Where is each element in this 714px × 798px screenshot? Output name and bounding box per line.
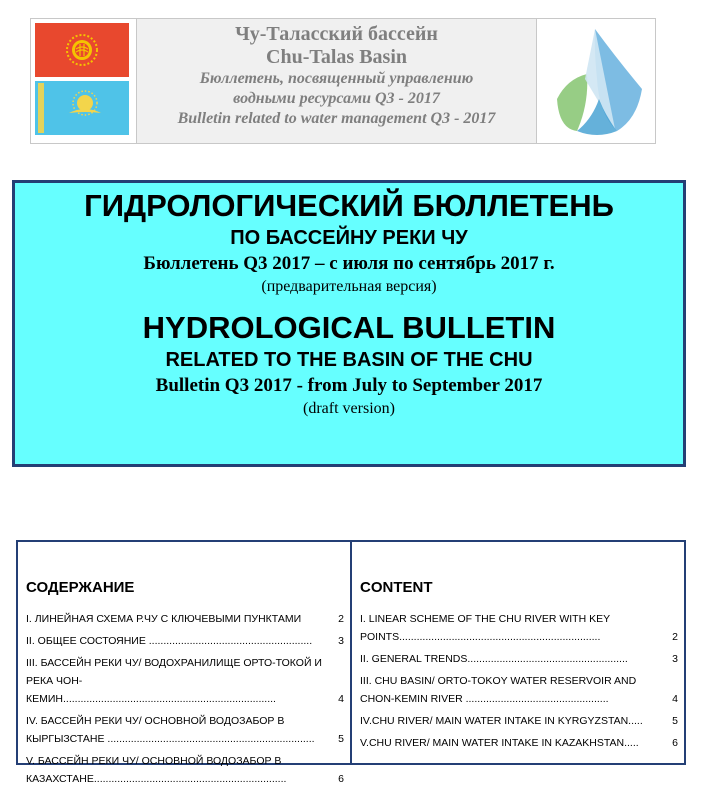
toc-item[interactable]: [360, 610, 678, 646]
header-subtitle-ru-1: Бюллетень, посвященный управлению: [199, 70, 474, 87]
toc-item-text: II. ОБЩЕЕ СОСТОЯНИЕ ........................................................: [26, 635, 313, 647]
toc-heading-en: CONTENT: [360, 579, 433, 596]
toc-item-text: V.CHU RIVER/ MAIN WATER INTAKE IN KAZAKHSTAN.....: [360, 737, 639, 749]
toc-item-page: 2: [672, 631, 678, 643]
banner-title-en: HYDROLOGICAL BULLETIN: [142, 310, 556, 345]
toc-item-text: II. GENERAL TRENDS.......................................................: [360, 653, 628, 665]
header-subtitle-ru-2: водными ресурсами Q3 - 2017: [233, 90, 440, 107]
toc-item-text: I. ЛИНЕЙНАЯ СХЕМА Р.ЧУ С КЛЮЧЕВЫМИ ПУНКТАМИ: [26, 613, 302, 625]
toc-item-page: 6: [672, 737, 678, 749]
banner-period-en: Bulletin Q3 2017 - from July to September 2017: [155, 375, 543, 396]
toc-item[interactable]: [26, 712, 344, 748]
toc-item[interactable]: [360, 734, 678, 752]
table-of-contents: [16, 540, 686, 785]
toc-item[interactable]: [26, 654, 344, 708]
toc-item[interactable]: [360, 672, 678, 708]
toc-item-text: III. БАССЕЙН РЕКИ ЧУ/ ВОДОХРАНИЛИЩЕ ОРТО-ТОКОЙ И РЕКА ЧОН-КЕМИН.........................................................................: [26, 657, 322, 705]
toc-item-page: 3: [338, 635, 344, 647]
toc-item-page: 4: [338, 693, 344, 705]
banner-draft-ru: (предварительная версия): [261, 278, 437, 295]
header-title-en: Chu-Talas Basin: [266, 46, 407, 68]
toc-item-page: 2: [338, 613, 344, 625]
header-title-cell: [137, 19, 537, 143]
banner-draft-en: (draft version): [303, 400, 395, 417]
toc-item-page: 4: [672, 693, 678, 705]
toc-item[interactable]: [360, 650, 678, 668]
banner-title-ru: ГИДРОЛОГИЧЕСКИЙ БЮЛЛЕТЕНЬ: [84, 188, 614, 223]
banner-subtitle-ru: ПО БАССЕЙНУ РЕКИ ЧУ: [230, 227, 468, 249]
banner-subtitle-en: RELATED TO THE BASIN OF THE CHU: [165, 349, 533, 371]
title-banner: [12, 180, 686, 467]
kazakhstan-flag: [35, 81, 129, 135]
toc-item-page: 3: [672, 653, 678, 665]
toc-item-text: I. LINEAR SCHEME OF THE CHU RIVER WITH KEY POINTS.....................................................................: [360, 613, 610, 643]
toc-russian: [18, 542, 352, 785]
toc-item[interactable]: [26, 610, 344, 628]
toc-item-page: 5: [338, 733, 344, 745]
toc-item[interactable]: [26, 632, 344, 650]
toc-english: [352, 542, 684, 763]
flags-cell: [31, 19, 137, 143]
water-drops-logo: [537, 19, 657, 143]
banner-period-ru: Бюллетень Q3 2017 – с июля по сентябрь 2017 г.: [143, 253, 555, 274]
toc-item-text: V. БАССЕЙН РЕКИ ЧУ/ ОСНОВНОЙ ВОДОЗАБОР В КАЗАХСТАНЕ..................................................................: [26, 755, 287, 785]
kyrgyzstan-flag: [35, 23, 129, 77]
toc-item-text: III. CHU BASIN/ ORTO-TOKOY WATER RESERVOIR AND CHON-KEMIN RIVER .................................................: [360, 675, 637, 705]
toc-item-page: 5: [672, 715, 678, 727]
toc-heading-ru: СОДЕРЖАНИЕ: [26, 579, 135, 596]
toc-item-text: IV. БАССЕЙН РЕКИ ЧУ/ ОСНОВНОЙ ВОДОЗАБОР В КЫРГЫЗСТАНЕ .......................................................................: [26, 715, 315, 745]
header-title-ru: Чу-Таласский бассейн: [235, 23, 438, 45]
logo-cell: [537, 19, 655, 143]
header-subtitle-en: Bulletin related to water management Q3 - 2017: [177, 110, 496, 127]
toc-item-page: 6: [338, 773, 344, 785]
toc-item-text: IV.CHU RIVER/ MAIN WATER INTAKE IN KYRGYZSTAN.....: [360, 715, 643, 727]
bulletin-header: [30, 18, 656, 144]
toc-item[interactable]: [26, 752, 344, 788]
toc-item[interactable]: [360, 712, 678, 730]
